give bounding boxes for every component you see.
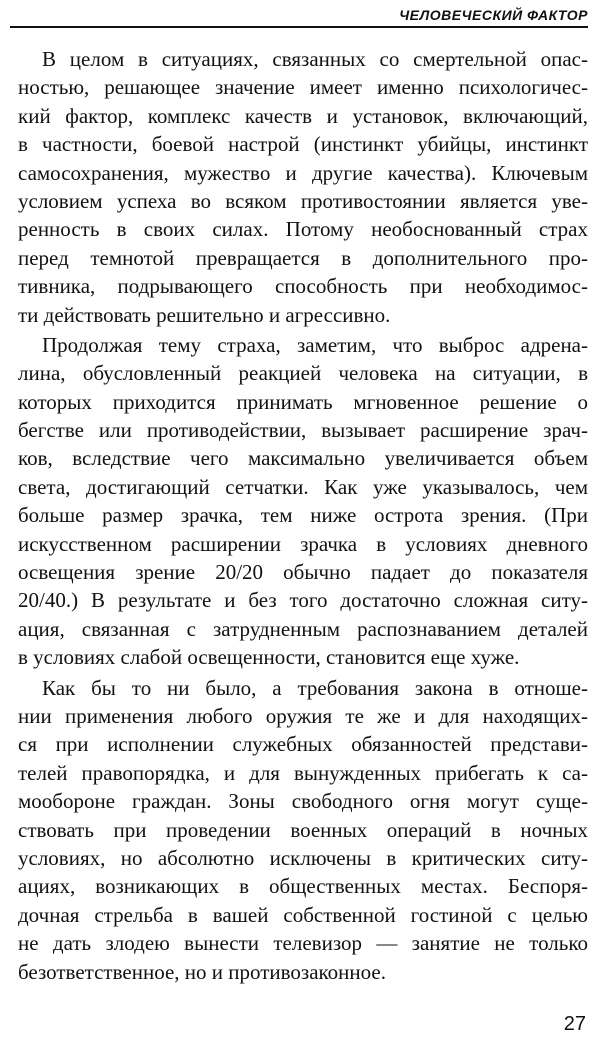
page-number: 27 <box>563 1013 586 1035</box>
running-header <box>10 4 588 28</box>
text-line: ренность в своих силах. Потому необоснованный страх <box>18 217 588 242</box>
text-line: больше размер зрачка, тем ниже острота зрения. (При <box>18 503 588 528</box>
text-line: дочная стрельба в вашей собственной гостиной с целью <box>18 902 588 927</box>
text-line: ся при исполнении служебных обязанностей представи- <box>18 732 588 757</box>
text-line: телей правопорядка, и для вынужденных прибегать к са- <box>18 760 588 785</box>
text-line: света, достигающий сетчатки. Как уже указывалось, чем <box>18 474 588 499</box>
text-line: 20/40.) В результате и без того достаточно сложная ситу- <box>18 588 588 613</box>
text-line: Как бы то ни было, а требования закона в отноше- <box>42 675 588 700</box>
paragraph <box>18 331 588 672</box>
text-line: ти действовать решительно и агрессивно. <box>18 302 391 327</box>
text-line: ков, вследствие чего максимально увеличивается объем <box>18 446 588 471</box>
text-line: самосохранения, мужество и другие качества). Ключевым <box>18 160 588 185</box>
running-header-title: ЧЕЛОВЕЧЕСКИЙ ФАКТОР <box>399 7 588 23</box>
text-line: ациях, возникающих в общественных местах. Беспоря- <box>18 874 588 899</box>
text-line: ствовать при проведении военных операций в ночных <box>18 817 588 842</box>
text-line: условием успеха во всяком противостоянии является уве- <box>18 188 588 213</box>
text-line: нии применения любого оружия те же и для находящих- <box>18 703 588 728</box>
text-line: в частности, боевой настрой (инстинкт убийцы, инстинкт <box>18 132 588 157</box>
text-line: освещения зрение 20/20 обычно падает до показателя <box>18 560 588 585</box>
text-line: бегстве или противодействии, вызывает расширение зрач- <box>18 418 588 443</box>
text-line: перед темнотой превращается в дополнительного про- <box>18 245 588 270</box>
text-line: ация, связанная с затрудненным распознаванием деталей <box>18 616 588 641</box>
paragraph <box>18 674 588 986</box>
text-line: лина, обусловленный реакцией человека на ситуации, в <box>18 361 588 386</box>
text-line: не дать злодею вынести телевизор — занятие не только <box>18 931 588 956</box>
text-line: ностью, решающее значение имеет именно психологичес- <box>18 75 588 100</box>
text-line: безответственное, но и противозаконное. <box>18 959 386 984</box>
text-line: искусственном расширении зрачка в условиях дневного <box>18 531 588 556</box>
page-body <box>18 45 588 986</box>
text-line: в условиях слабой освещенности, становится еще хуже. <box>18 645 520 670</box>
text-line: кий фактор, комплекс качеств и установок, включающий, <box>18 103 588 128</box>
text-line: мообороне граждан. Зоны свободного огня могут суще- <box>18 789 588 814</box>
text-line: Продолжая тему страха, заметим, что выброс адрена- <box>42 332 588 357</box>
text-line: которых приходится принимать мгновенное решение о <box>18 389 588 414</box>
text-line: условиях, но абсолютно исключены в критических ситу- <box>18 845 588 870</box>
text-line: В целом в ситуациях, связанных со смертельной опас- <box>42 47 588 71</box>
text-line: тивника, подрывающего способность при необходимос- <box>18 274 588 299</box>
paragraph <box>18 45 588 329</box>
